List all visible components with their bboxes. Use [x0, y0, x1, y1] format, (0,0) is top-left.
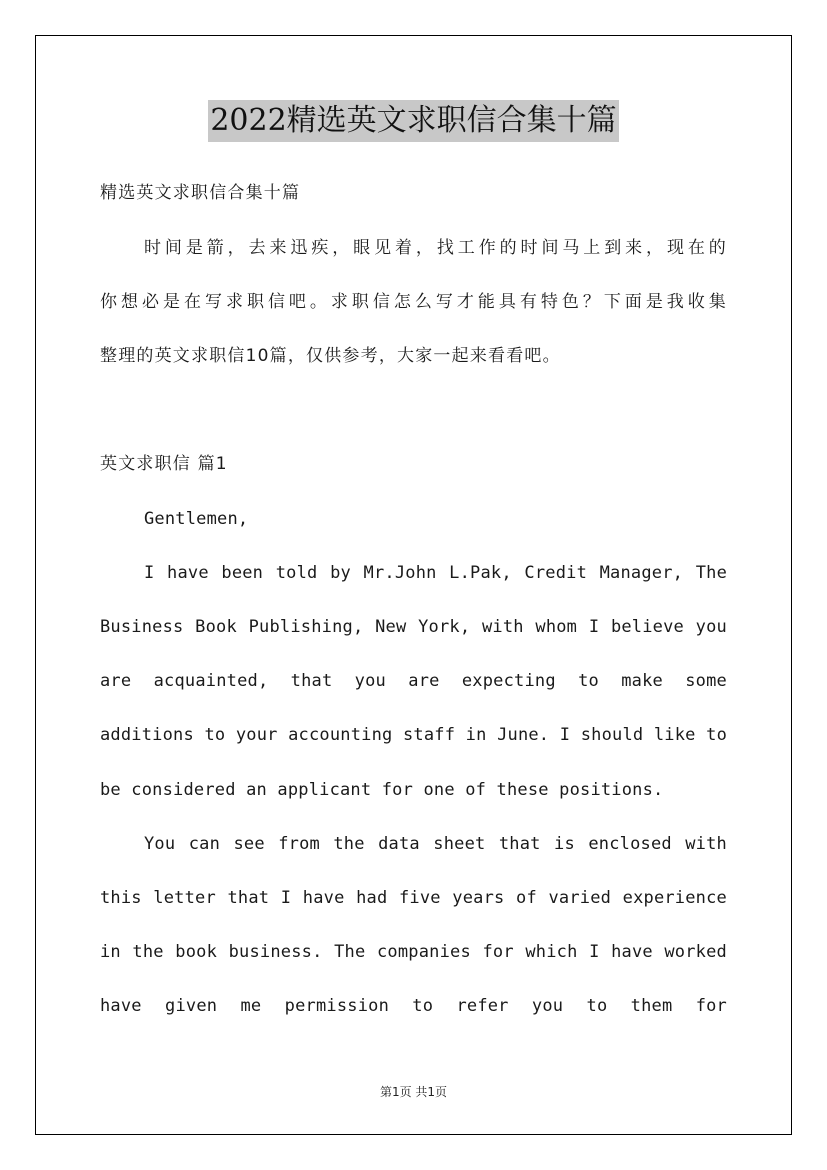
paragraph2-line-3: in the book business. The companies for which I have worked [100, 942, 727, 962]
paragraph2-line-1: You can see from the data sheet that is enclosed with [144, 834, 727, 854]
paragraph2-line-2: this letter that I have had five years of varied experience [100, 888, 727, 908]
paragraph1-line-2: Business Book Publishing, New York, with whom I believe you [100, 617, 727, 637]
paragraph2-line-4: have given me permission to refer you to them for [100, 996, 727, 1016]
intro-line-1: 时间是箭，去来迅疾，眼见着，找工作的时间马上到来，现在的 [144, 238, 727, 258]
salutation: Gentlemen, [144, 509, 249, 529]
title-container [0, 100, 827, 142]
intro-line-3: 整理的英文求职信10篇，仅供参考，大家一起来看看吧。 [100, 346, 561, 366]
section-heading: 英文求职信 篇1 [100, 454, 228, 474]
document-title: 2022精选英文求职信合集十篇 [208, 100, 618, 142]
document-subtitle: 精选英文求职信合集十篇 [100, 183, 301, 203]
paragraph1-line-3: are acquainted, that you are expecting to make some [100, 671, 727, 691]
paragraph1-line-4: additions to your accounting staff in June. I should like to [100, 725, 727, 745]
page-footer: 第1页 共1页 [379, 1085, 448, 1099]
intro-line-2: 你想必是在写求职信吧。求职信怎么写才能具有特色？下面是我收集 [100, 292, 727, 312]
paragraph1-line-5: be considered an applicant for one of these positions. [100, 780, 664, 800]
paragraph1-line-1: I have been told by Mr.John L.Pak, Credit Manager, The [144, 563, 727, 583]
